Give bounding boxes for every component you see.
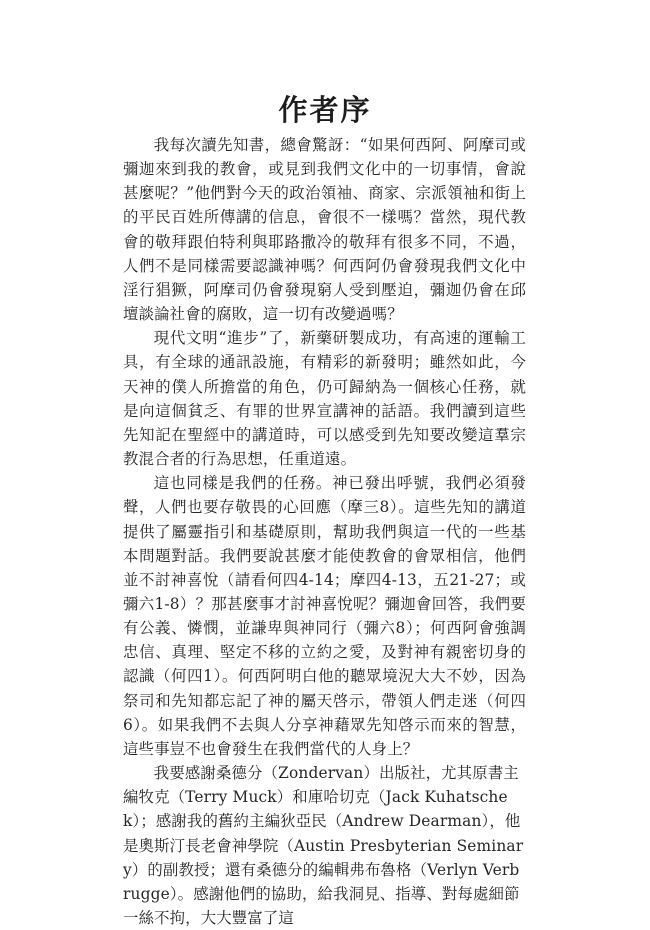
paragraph: 我要感謝桑德分（Zondervan）出版社，尤其原書主編牧克（Terry Muck）和庫哈切克（Jack Kuhatschek）；感謝我的舊約主編狄亞民（Andrew Dearman），他是奧斯汀長老會神學院（Austin Presbyterian Seminary）的副教授；還有桑德分的編輯弗布魯格（Verlyn Verbrugge）。感謝他們的協助，給我洞見、指導、對每處細節一絲不拘，大大豐富了這 [123, 764, 524, 927]
page-title: 作者序 [278, 93, 372, 128]
body-text-block [123, 133, 526, 930]
paragraph: 這也同樣是我們的任務。神已發出呼號，我們必須發聲，人們也要存敬畏的心回應（摩三8）。這些先知的講道提供了屬靈指引和基礎原則，幫助我們與這一代的一些基本問題對話。我們要說甚麼才能使教會的會眾相信，他們並不討神喜悅（請看何四4-14；摩四4-13，五21-27；或彌六1-8）？那甚麼事才討神喜悅呢？彌迦會回答，我們要有公義、憐憫，並謙卑與神同行（彌六8）；何西阿會強調忠信、真理、堅定不移的立約之愛，及對神有親密切身的認識（何四1）。何西阿明白他的聽眾境況大大不妙，因為祭司和先知都忘記了神的屬天啓示，帶領人們走迷（何四6）。如果我們不去與人分享神藉眾先知啓示而來的智慧，這些事豈不也會發生在我們當代的人身上？ [123, 474, 526, 758]
paragraph: 現代文明“進步”了，新藥研製成功，有高速的運輸工具，有全球的通訊設施，有精彩的新發明；雖然如此，今天神的僕人所擔當的角色，仍可歸納為一個核心任務，就是向這個貧乏、有罪的世界宣講神的話語。我們讀到這些先知記在聖經中的講道時，可以感受到先知要改變這羣宗教混合者的行為思想，任重道遠。 [123, 329, 526, 469]
paragraph: 我每次讀先知書，總會驚訝：“如果何西阿、阿摩司或彌迦來到我的教會，或見到我們文化中的一切事情，會說甚麼呢？”他們對今天的政治領袖、商家、宗派領袖和街上的平民百姓所傳講的信息，會很不一樣嗎？當然，現代教會的敬拜跟伯特利與耶路撒冷的敬拜有很多不同，不過，人們不是同樣需要認識神嗎？何西阿仍會發現我們文化中淫行猖獗，阿摩司仍會發現窮人受到壓迫，彌迦仍會在邱壇談論社會的腐敗，這一切有改變過嗎？ [123, 136, 526, 324]
